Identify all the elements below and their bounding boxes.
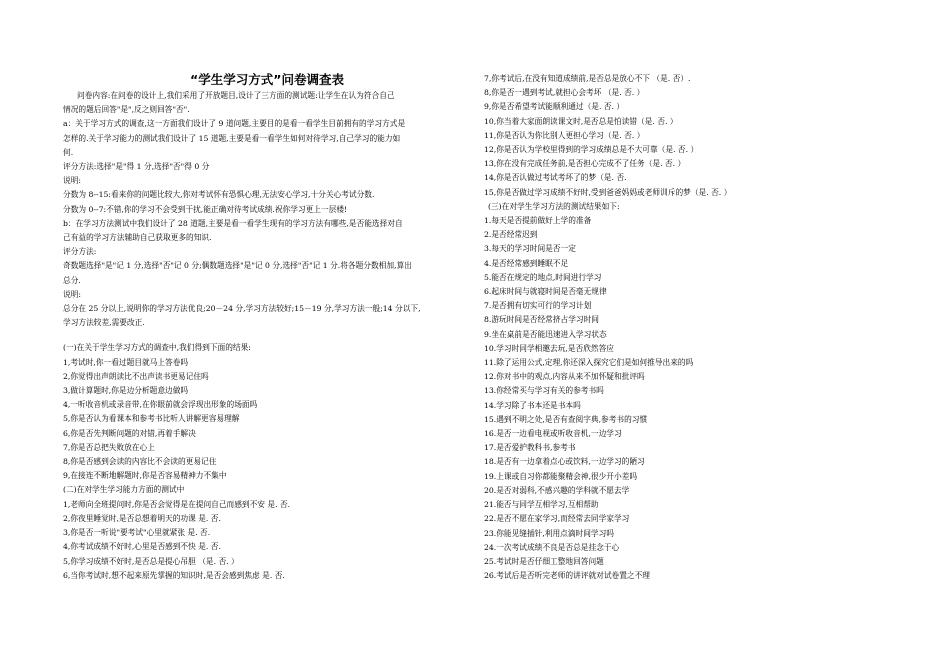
text-line: 8,你是否一遇到考试,就担心会考坏 （是. 否. ）: [484, 88, 645, 98]
text-line: 说明:: [63, 176, 81, 186]
text-line: 9,你是否希望考试能顺利通过（是. 否. ）: [484, 102, 625, 112]
text-line: 分数为 8--15:看来你的问题比较大,你对考试怀有恐惧心理,无法安心学习,十分关心考试分数.: [63, 190, 375, 200]
text-line: 评分方法:选择"是"得 1 分,选择"否"得 0 分: [63, 162, 210, 172]
text-line: 3.每天的学习时间是否一定: [484, 244, 576, 254]
text-line: 13,你在没有完成任务前,是否担心完成不了任务（是. 否. ）: [484, 159, 686, 169]
text-line: 11,你是否认为你比别人更担心学习（是. 否. ）: [484, 130, 645, 140]
text-line: 4,一听收音机或录音带,在你眼前就会浮现出形象的场面吗: [63, 400, 258, 410]
text-line: 2.是否经常迟到: [484, 230, 538, 240]
text-line: 总分.: [63, 275, 81, 285]
text-line: 6,你是否先判断问题的对错,再着手解决: [63, 428, 196, 438]
text-line: 2,你夜里睡觉时,是否总想着明天的功课 是. 否.: [63, 513, 221, 523]
text-line: 1.每天是否提前做好上学的准备: [484, 216, 592, 226]
text-line: 23.你能见缝插针,利用点滴时间学习吗: [484, 528, 614, 538]
text-line: 情况的题后回答"是",反之则回答"否".: [63, 105, 190, 115]
text-line: 奇数题选择"是"记 1 分,选择"否"记 0 分;偶数题选择"是"记 0 分,选择"否"记 1 分.将各题分数相加,算出: [63, 261, 412, 271]
text-line: 6,当你考试时,想不起来原先掌握的知识时,是否会感到焦虑 是. 否.: [63, 570, 285, 580]
text-line: 4.是否经常感到睡眠不足: [484, 258, 569, 268]
paragraph-gap: [63, 330, 471, 341]
text-line: 4,你考试成绩不好时,心里是否感到不快 是. 否.: [63, 542, 221, 552]
text-line: 己有益的学习方法辅助自己获取更多的知识.: [63, 233, 212, 243]
text-line: 2,你觉得出声朗读比不出声读书更易记住吗: [63, 371, 209, 381]
text-line: 8.游玩时间是否经常挤占学习时间: [484, 315, 599, 325]
text-line: 19.上课或自习你都能聚精会神,很少开小差吗: [484, 471, 638, 481]
text-line: 10,你当着大家面朗读课文时,是否总是怕读错（是. 否. ）: [484, 116, 678, 126]
text-line: 12.你对书中的观点,内容从来不加怀疑和批评吗: [484, 372, 645, 382]
text-line: 21.能否与同学互相学习,互相帮助: [484, 500, 599, 510]
text-line: 问卷内容:在问卷的设计上,我们采用了开放题目,设计了三方面的测试题:让学生在认为符合自己: [77, 91, 395, 100]
text-line: 9,在接连不断地解题时,你是否容易精神力不集中: [63, 471, 227, 481]
text-line: (一)在关于学生学习方式的调查中,我们得到下面的结果:: [63, 343, 251, 353]
text-line: (二)在对学生学习能力方面的测试中: [63, 485, 185, 495]
text-line: (三)在对学生学习方法的测试结果如下:: [488, 201, 620, 211]
text-line: 14,你是否认做过考试考坏了的梦（是. 否.: [484, 173, 627, 183]
text-line: 13.你经常买与学习有关的参考书吗: [484, 386, 604, 396]
text-line: 18.是否有一边拿着点心或饮料,一边学习的陋习: [484, 457, 645, 467]
text-line: 评分方法:: [63, 247, 97, 257]
text-line: 11.除了运用公式,定理,你还深入探究它们是如何推导出来的吗: [484, 358, 694, 368]
text-line: 总分在 25 分以上,说明你的学习方法优良;20－24 分,学习方法较好;15－19 分,学习方法一般;14 分以下,: [63, 304, 421, 314]
text-line: 1,老师向全班提问时,你是否会觉得是在提问自己而感到不安 是. 否.: [63, 499, 291, 509]
text-line: 5.能否在规定的地点,时间进行学习: [484, 272, 602, 282]
text-line: 3,你是否一听说"要考试"心里就紧张 是. 否.: [63, 528, 211, 538]
text-line: 说明:: [63, 289, 81, 299]
text-line: 5,你是否认为看课本和参考书比听人讲解更容易理解: [63, 414, 240, 424]
text-line: 1,考试时,你一看过题目就马上答卷吗: [63, 357, 189, 367]
text-line: 6.起床时间与就寝时间是否毫无规律: [484, 287, 607, 297]
text-line: 9.坐在桌前是否能迅速进入学习状态: [484, 329, 607, 339]
text-line: 3,做计算题时,你是边分析题意边做吗: [63, 386, 189, 396]
text-line: 15,你是否做过学习成绩不好时,受到爸爸妈妈或老师训斥的梦（是. 否. ）: [484, 187, 732, 197]
text-line: 怎样的.关于学习能力的测试我们设计了 15 道题,主要是看一看学生如何对待学习,自己学习的能力如: [63, 133, 401, 143]
text-line: a：关于学习方式的调查,这一方面我们设计了 9 道问题,主要目的是看一看学生目前拥有的学习方式是: [63, 119, 406, 129]
text-line: 5,你学习成绩不好时,是否总是提心吊胆 （是. 否. ）: [63, 556, 239, 566]
text-line: 7,你考试后,在没有知道成绩前,是否总是放心不下 （是. 否）.: [484, 74, 691, 83]
text-line: 26.考试后是否听完老师的讲评就对试卷置之不理: [484, 571, 650, 581]
text-line: 14.学习除了书本还是书本吗: [484, 400, 581, 410]
text-line: 15.遇到不明之处,是否有查阅字典,参考书的习惯: [484, 414, 648, 424]
text-line: 22.是否不愿在家学习,而经常去同学家学习: [484, 514, 630, 524]
text-line: 8,你是否感到会读的内容比不会读的更易记住: [63, 457, 217, 467]
text-line: 25.考试时是否仔细工整地回答问题: [484, 556, 604, 566]
text-line: 学习方法较差,需要改正.: [63, 318, 145, 328]
text-line: 10.学习时同学相邀去玩,是否欣然答应: [484, 343, 614, 353]
text-line: 分数为 0--7:不错,你的学习不会受到干扰,能正确对待考试成绩.祝你学习更上一层楼!: [63, 204, 348, 214]
text-line: 24.一次考试成绩不良是否总是挂念于心: [484, 542, 620, 552]
left-column: [63, 72, 471, 583]
text-line: 12,你是否认为学校里得到的学习成绩总是不大可靠（是. 否. ）: [484, 145, 699, 155]
document-title: “学生学习方式”问卷调查表: [190, 72, 344, 87]
text-line: 20.是否对弱科,不感兴趣的学科就不愿去学: [484, 485, 630, 495]
text-line: b：在学习方法测试中我们设计了 28 道题,主要是看一看学生现有的学习方法有哪些,是否能选择对自: [63, 218, 403, 228]
text-line: 17.是否爱护教科书,参考书: [484, 443, 576, 453]
text-line: 7.是否拥有切实可行的学习计划: [484, 301, 592, 311]
text-line: 7,你是否总把失败放在心上: [63, 442, 155, 452]
right-column: [484, 72, 896, 583]
text-line: 何.: [63, 147, 74, 157]
text-line: 16.是否一边看电视或听收音机,一边学习: [484, 429, 622, 439]
